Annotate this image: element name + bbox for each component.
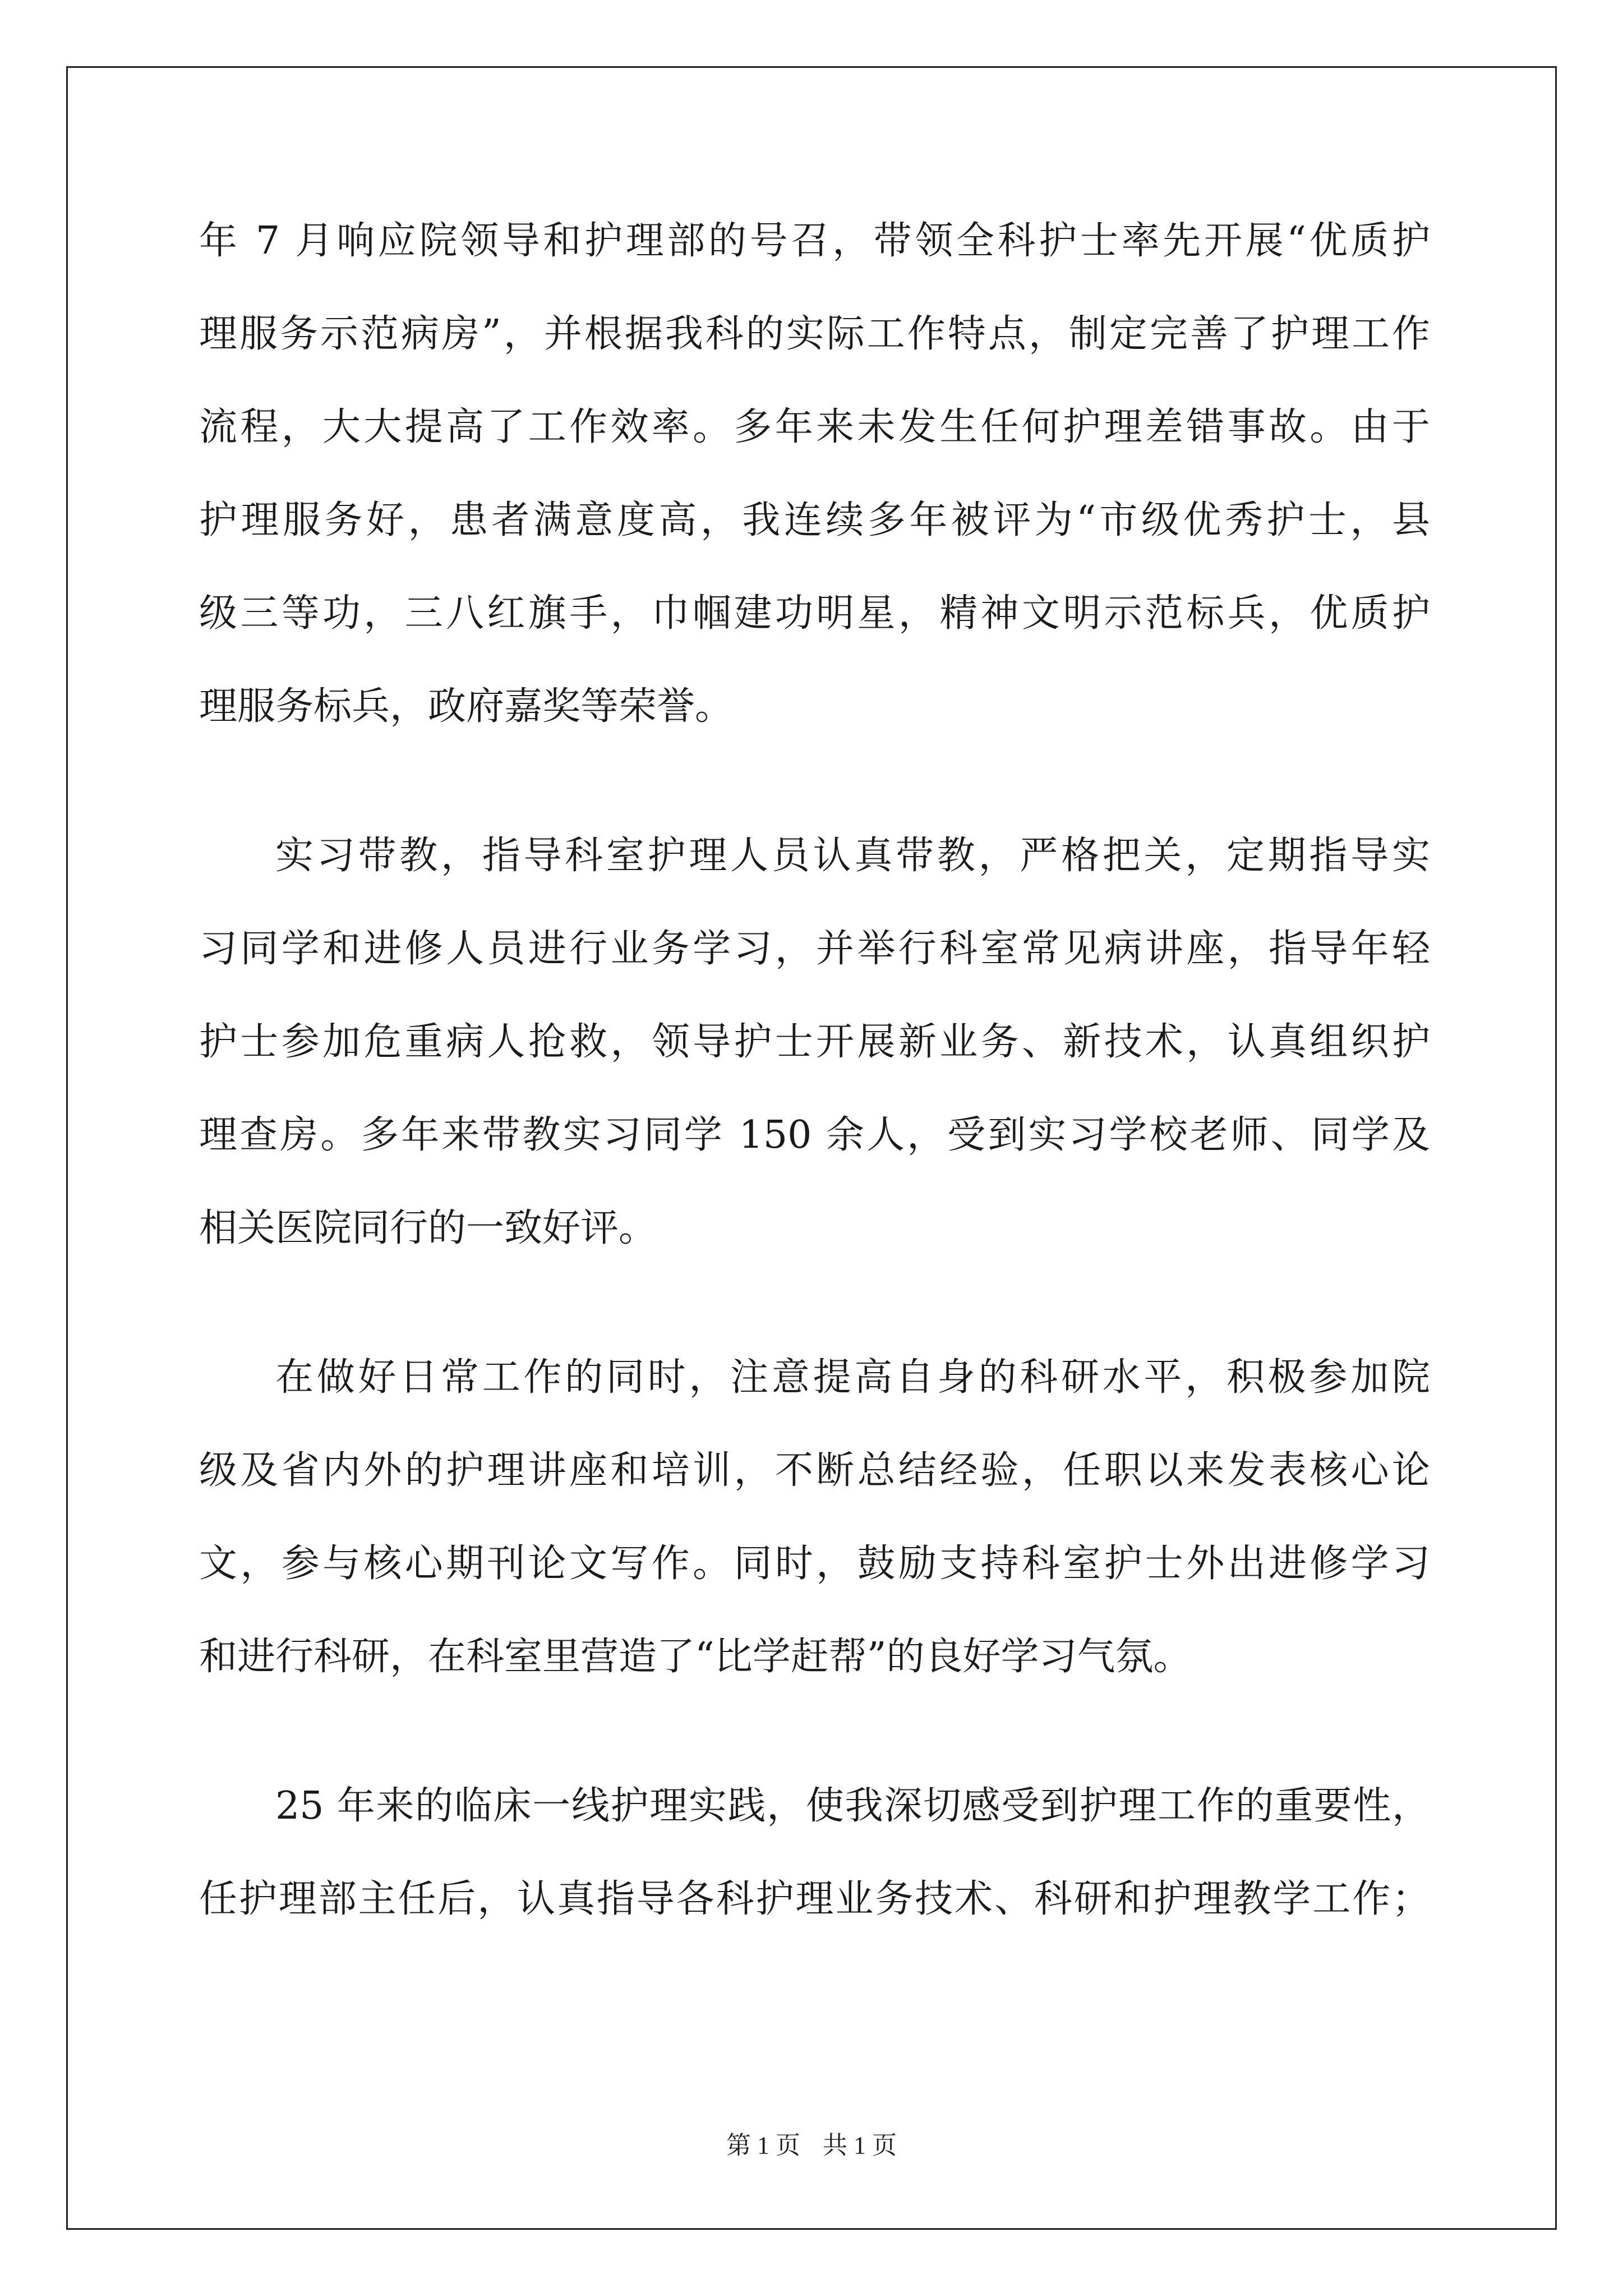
paragraph-2-line-2: 习同学和进修人员进行业务学习，并举行科室常见病讲座，指导年轻 (199, 927, 1430, 971)
paragraph-1-line-4: 护理服务好，患者满意度高，我连续多年被评为“市级优秀护士，县 (199, 498, 1430, 542)
paragraph-1-line-3: 流程，大大提高了工作效率。多年来未发生任何护理差错事故。由于 (199, 405, 1430, 449)
paragraph-1-line-1: 年 7 月响应院领导和护理部的号召，带领全科护士率先开展“优质护 (199, 219, 1430, 263)
paragraph-2-line-4: 理查房。多年来带教实习同学 150 余人，受到实习学校老师、同学及 (199, 1113, 1430, 1157)
paragraph-3-line-2: 级及省内外的护理讲座和培训，不断总结经验，任职以来发表核心论 (199, 1448, 1430, 1493)
page-number-current: 第 1 页 (726, 2132, 800, 2159)
paragraph-3-line-3: 文，参与核心期刊论文写作。同时，鼓励支持科室护士外出进修学习 (199, 1542, 1430, 1586)
paragraph-1-line-2: 理服务示范病房”，并根据我科的实际工作特点，制定完善了护理工作 (199, 312, 1430, 356)
paragraph-2-line-5: 相关医院同行的一致好评。 (199, 1206, 657, 1250)
paragraph-3-line-4: 和进行科研，在科室里营造了“比学赶帮”的良好学习气氛。 (199, 1635, 1192, 1679)
page-footer (0, 2129, 1623, 2162)
paragraph-3-line-1: 在做好日常工作的同时，注意提高自身的科研水平，积极参加院 (275, 1355, 1430, 1400)
paragraph-1-line-6: 理服务标兵，政府嘉奖等荣誉。 (199, 684, 734, 729)
paragraph-2-line-1: 实习带教，指导科室护理人员认真带教，严格把关，定期指导实 (275, 834, 1430, 878)
paragraph-2-line-3: 护士参加危重病人抢救，领导护士开展新业务、新技术，认真组织护 (199, 1020, 1430, 1064)
paragraph-1-line-5: 级三等功，三八红旗手，巾帼建功明星，精神文明示范标兵，优质护 (199, 591, 1430, 636)
page-number-total: 共 1 页 (823, 2132, 897, 2159)
paragraph-4-line-1: 25 年来的临床一线护理实践，使我深切感受到护理工作的重要性， (275, 1784, 1430, 1828)
paragraph-4-line-2: 任护理部主任后，认真指导各科护理业务技术、科研和护理教学工作； (199, 1877, 1430, 1921)
